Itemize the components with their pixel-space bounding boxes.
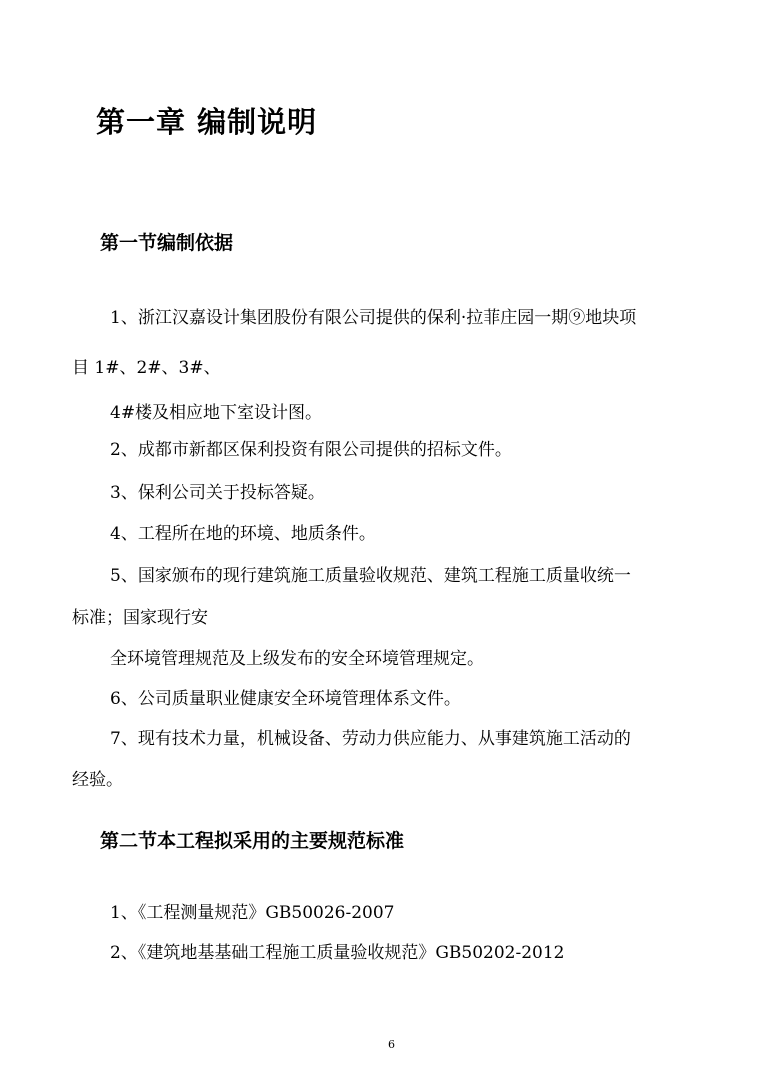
paragraph-line: 全环境管理规范及上级发布的安全环境管理规定。 [110, 649, 484, 669]
paragraph-line: 5、国家颁布的现行建筑施工质量验收规范、建筑工程施工质量收统一 [110, 566, 631, 586]
paragraph-line: 经验。 [72, 770, 123, 790]
paragraph-line: 4#楼及相应地下室设计图。 [110, 403, 323, 423]
paragraph-line: 2、成都市新都区保利投资有限公司提供的招标文件。 [110, 440, 512, 460]
paragraph-line: 目 1#、2#、3#、 [72, 358, 221, 378]
paragraph-line: 1、《工程测量规范》GB50026-2007 [110, 903, 395, 923]
page-number: 6 [388, 1038, 395, 1051]
paragraph-line: 2、《建筑地基基础工程施工质量验收规范》GB50202-2012 [110, 943, 565, 963]
paragraph-line: 标准；国家现行安 [72, 608, 208, 628]
section-title-2: 第二节本工程拟采用的主要规范标准 [100, 830, 405, 852]
paragraph-line: 7、现有技术力量，机械设备、劳动力供应能力、从事建筑施工活动的 [110, 729, 631, 749]
chapter-title: 第一章 编制说明 [96, 105, 318, 139]
paragraph-line: 1、浙江汉嘉设计集团股份有限公司提供的保利·拉菲庄园一期⑨地块项 [110, 308, 637, 328]
paragraph-line: 6、公司质量职业健康安全环境管理体系文件。 [110, 689, 461, 709]
section-title-1: 第一节编制依据 [100, 232, 234, 254]
paragraph-line: 4、工程所在地的环境、地质条件。 [110, 524, 376, 544]
paragraph-line: 3、保利公司关于投标答疑。 [110, 483, 325, 503]
